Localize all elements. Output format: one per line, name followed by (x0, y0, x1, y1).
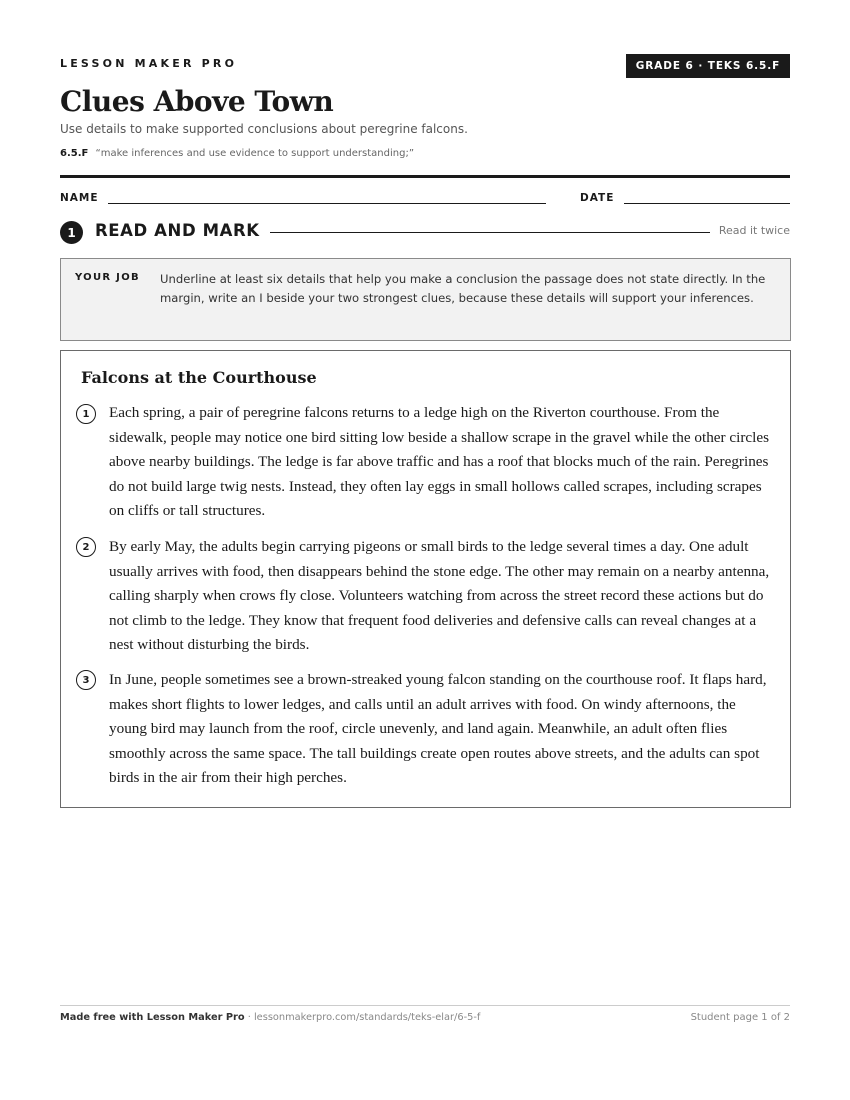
footer-divider (60, 1005, 790, 1006)
page-title: Clues Above Town (60, 85, 334, 118)
standard-code: 6.5.F (60, 148, 89, 159)
paragraph-number: 2 (76, 537, 96, 557)
job-text: Underline at least six details that help you make a conclusion the passage does not state directly. In the margin, write an I beside your two strongest clues, because these details will support your inferences. (160, 272, 766, 305)
brand-name: LESSON MAKER PRO (60, 57, 238, 70)
passage-title: Falcons at the Courthouse (81, 368, 317, 387)
footer-made-by: Made free with Lesson Maker Pro (60, 1012, 245, 1023)
passage-paragraph: In June, people sometimes see a brown-streaked young falcon standing on the courthouse roof. It flaps hard, makes short flights to lower ledges, and calls until an adult arrives with food. On windy afternoons, the young bird may launch from the roof, circle unevenly, and land again. Meanwhile, an adult often flies smoothly across the same space. The tall buildings create open routes above streets, and the adults can spot birds in the air from their high perches. (109, 671, 767, 787)
name-field[interactable] (108, 203, 546, 204)
header-divider (60, 175, 790, 178)
name-label: NAME (60, 192, 99, 204)
footer-credit (60, 1012, 480, 1023)
section-number-badge: 1 (60, 221, 83, 244)
date-field[interactable] (624, 203, 790, 204)
passage-paragraph: By early May, the adults begin carrying pigeons or small birds to the ledge several times a day. One adult usually arrives with food, then disappears behind the stone edge. The other may remain on a nearby antenna, calling sharply when crows fly close. Volunteers watching from across the street record these actions but do not climb to the ledge. They know that frequent food deliveries and defensive calls can reveal changes at a nest without disturbing the birds. (109, 538, 770, 654)
standard-text: “make inferences and use evidence to support understanding;” (95, 148, 414, 159)
paragraph-number: 1 (76, 404, 96, 424)
date-label: DATE (580, 192, 615, 204)
passage-paragraph: Each spring, a pair of peregrine falcons returns to a ledge high on the Riverton courthouse. From the sidewalk, people may notice one bird sitting low beside a shallow scrape in the gravel while the other circles above nearby buildings. The ledge is far above traffic and has a roof that blocks much of the rain. Peregrines do not build large twig nests. Instead, they often lay eggs in small hollows called scrapes, including scrapes on cliffs or tall structures. (109, 404, 770, 520)
grade-badge: GRADE 6 · TEKS 6.5.F (626, 54, 790, 78)
standard-line (60, 148, 414, 159)
passage-box (60, 350, 791, 808)
section-note: Read it twice (718, 224, 790, 237)
footer-url[interactable]: · lessonmakerpro.com/standards/teks-elar/6-5-f (247, 1012, 481, 1023)
section-title: READ AND MARK (95, 221, 260, 240)
footer-page-number: Student page 1 of 2 (690, 1012, 790, 1023)
page-subtitle: Use details to make supported conclusions about peregrine falcons. (60, 122, 468, 136)
section-divider (270, 232, 710, 233)
job-instructions-box (60, 258, 791, 341)
job-label: YOUR JOB (75, 272, 140, 283)
paragraph-number: 3 (76, 670, 96, 690)
